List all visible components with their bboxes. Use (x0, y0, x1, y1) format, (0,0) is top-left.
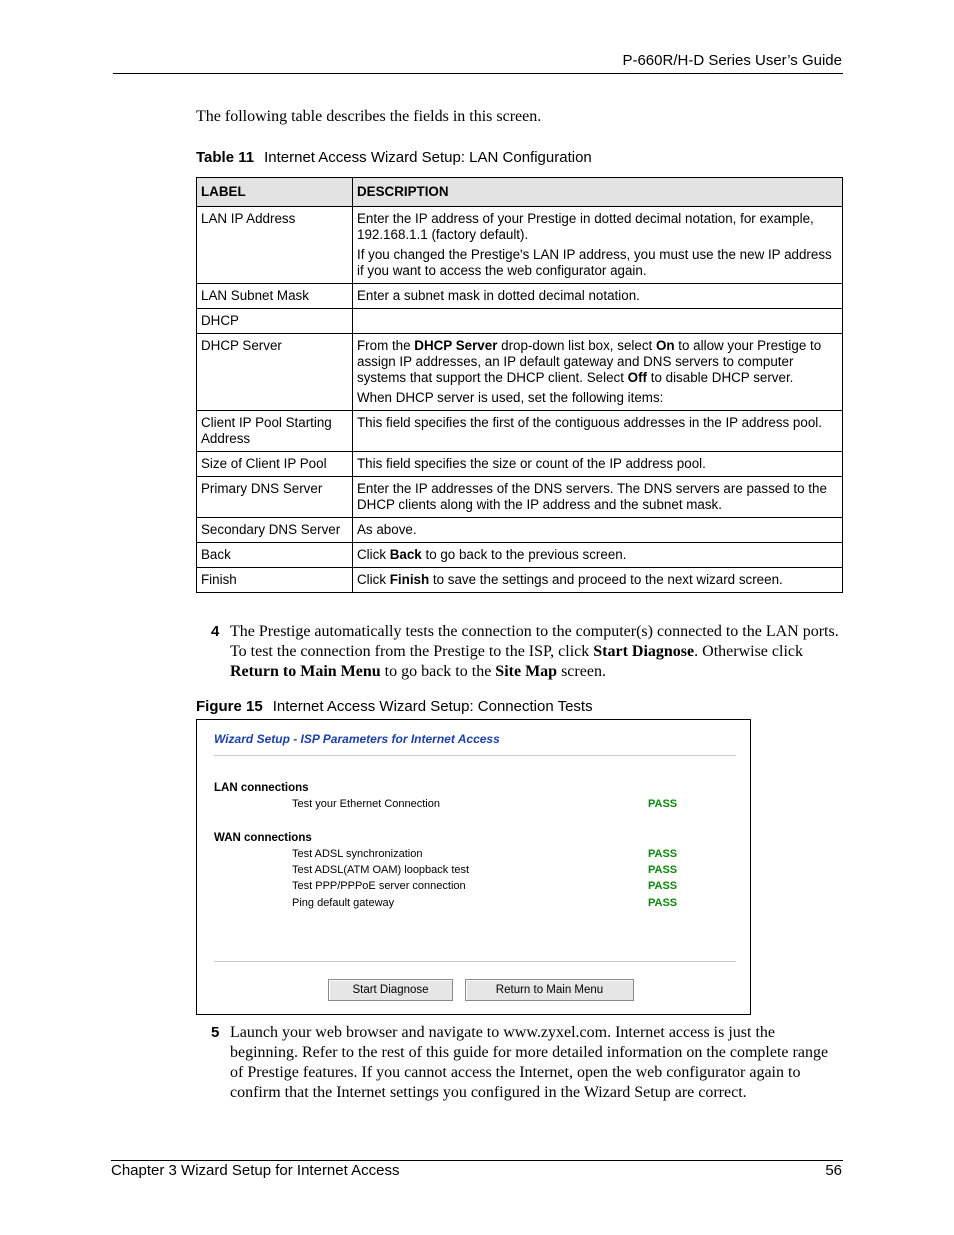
test-name: Test ADSL(ATM OAM) loopback test (292, 864, 470, 876)
row-label: LAN Subnet Mask (197, 284, 353, 309)
row-description (353, 334, 843, 411)
test-result: PASS (648, 798, 678, 810)
return-to-main-menu-button[interactable]: Return to Main Menu (465, 979, 634, 1001)
bold-term: Off (627, 370, 648, 385)
connection-tests-screenshot (196, 719, 751, 1015)
text-run: to go back to the previous screen. (421, 547, 627, 562)
header-label: LABEL (197, 178, 353, 207)
text-run: to disable DHCP server. (647, 370, 794, 385)
row-description (353, 284, 843, 309)
row-description (353, 411, 843, 452)
fields-table (196, 177, 843, 593)
start-diagnose-button[interactable]: Start Diagnose (328, 979, 453, 1001)
row-label: Client IP Pool Starting Address (197, 411, 353, 452)
table-row (197, 334, 843, 411)
bold-term: DHCP Server (414, 338, 498, 353)
table-row (197, 207, 843, 284)
row-description (353, 477, 843, 518)
table-row (197, 411, 843, 452)
description-paragraph: Enter the IP addresses of the DNS servers. The DNS servers are passed to the DHCP clients along with the IP address and the subnet mask. (357, 481, 827, 512)
table-row (197, 543, 843, 568)
table-body (197, 207, 843, 593)
lan-heading: LAN connections (214, 782, 309, 794)
bold-term: On (655, 338, 675, 353)
row-label: DHCP (197, 309, 353, 334)
header-description: DESCRIPTION (353, 178, 843, 207)
test-name: Test PPP/PPPoE server connection (292, 880, 466, 892)
description-paragraph: Enter the IP address of your Prestige in dotted decimal notation, for example, 192.168.1.1 (factory default). (357, 211, 814, 242)
text-run: From the (357, 338, 415, 353)
text-run: drop-down list box, select (497, 338, 656, 353)
text-run: screen. (557, 663, 606, 680)
figure-caption-title: Internet Access Wizard Setup: Connection Tests (272, 698, 593, 715)
description-paragraph (357, 547, 838, 563)
row-description (353, 207, 843, 284)
bold-term: Return to Main Menu (230, 663, 381, 680)
text-run: Click (357, 547, 390, 562)
figure-caption-number: Figure 15 (196, 698, 263, 715)
description-paragraph (357, 338, 838, 386)
text-run: to save the settings and proceed to the next wizard screen. (429, 572, 783, 587)
step-4 (196, 622, 844, 682)
description-paragraph: If you changed the Prestige's LAN IP address, you must use the new IP address if you want to access the web configurator again. (357, 247, 832, 278)
description-paragraph: As above. (357, 522, 417, 537)
row-label: Size of Client IP Pool (197, 452, 353, 477)
bold-term: Back (389, 547, 422, 562)
step-text (230, 622, 844, 682)
description-paragraph: This field specifies the size or count of the IP address pool. (357, 456, 706, 471)
description-paragraph: Enter a subnet mask in dotted decimal notation. (357, 288, 640, 303)
table-caption-number: Table 11 (196, 149, 255, 166)
footer-page-number: 56 (825, 1162, 842, 1179)
intro-text: The following table describes the fields in this screen. (196, 108, 542, 125)
step-5 (196, 1023, 844, 1103)
bold-term: Start Diagnose (593, 643, 695, 660)
row-label: DHCP Server (197, 334, 353, 411)
step-number: 4 (211, 623, 220, 640)
row-label: LAN IP Address (197, 207, 353, 284)
bold-term: Finish (389, 572, 430, 587)
figure-caption (196, 698, 593, 715)
bold-term: Site Map (495, 663, 558, 680)
footer-chapter: Chapter 3 Wizard Setup for Internet Access (111, 1162, 400, 1179)
text-run: The Prestige automatically tests the connection to the computer(s) connected to the LAN ports. To test the connection from the Prestige to the ISP, click (230, 623, 839, 660)
test-name: Test ADSL synchronization (292, 848, 423, 860)
test-name: Test your Ethernet Connection (292, 798, 440, 810)
step-text: Launch your web browser and navigate to www.zyxel.com. Internet access is just the beginning. Refer to the rest of this guide for more detailed information on the complete range of Prestige features. If you cannot access the Internet, open the web configurator again to confirm that the Internet settings you configured in the Wizard Setup are correct. (230, 1024, 829, 1101)
table-row (197, 518, 843, 543)
table-caption (196, 149, 592, 166)
step-number: 5 (211, 1024, 220, 1041)
row-description (353, 543, 843, 568)
table-row (197, 452, 843, 477)
test-result: PASS (648, 864, 678, 876)
description-paragraph: This field specifies the first of the contiguous addresses in the IP address pool. (357, 415, 822, 430)
wan-heading: WAN connections (214, 832, 312, 844)
test-result: PASS (648, 880, 678, 892)
row-description (353, 518, 843, 543)
title-divider (214, 755, 736, 756)
description-paragraph (357, 572, 838, 588)
table-row (197, 477, 843, 518)
table-caption-title: Internet Access Wizard Setup: LAN Configuration (264, 149, 592, 166)
footer-rule (111, 1160, 843, 1161)
test-result: PASS (648, 848, 678, 860)
row-description (353, 309, 843, 334)
text-run: . Otherwise click (694, 643, 803, 660)
header-rule (113, 73, 843, 74)
table-row (197, 309, 843, 334)
description-paragraph: When DHCP server is used, set the following items: (357, 390, 664, 405)
table-row (197, 284, 843, 309)
text-run: Click (357, 572, 390, 587)
row-label: Primary DNS Server (197, 477, 353, 518)
row-description (353, 568, 843, 593)
row-label: Secondary DNS Server (197, 518, 353, 543)
header-title: P-660R/H-D Series User’s Guide (622, 52, 842, 69)
table-row (197, 568, 843, 593)
test-result: PASS (648, 897, 678, 909)
row-label: Finish (197, 568, 353, 593)
test-name: Ping default gateway (292, 897, 395, 909)
row-description (353, 452, 843, 477)
row-label: Back (197, 543, 353, 568)
text-run: to allow your Prestige to assign IP addresses, an IP default gateway and DNS servers to computer systems that support the DHCP client. Select (357, 338, 822, 385)
table-header-row (197, 178, 843, 207)
text-run: to go back to the (380, 663, 496, 680)
button-divider (214, 961, 736, 962)
wizard-title: Wizard Setup - ISP Parameters for Internet Access (214, 732, 500, 746)
